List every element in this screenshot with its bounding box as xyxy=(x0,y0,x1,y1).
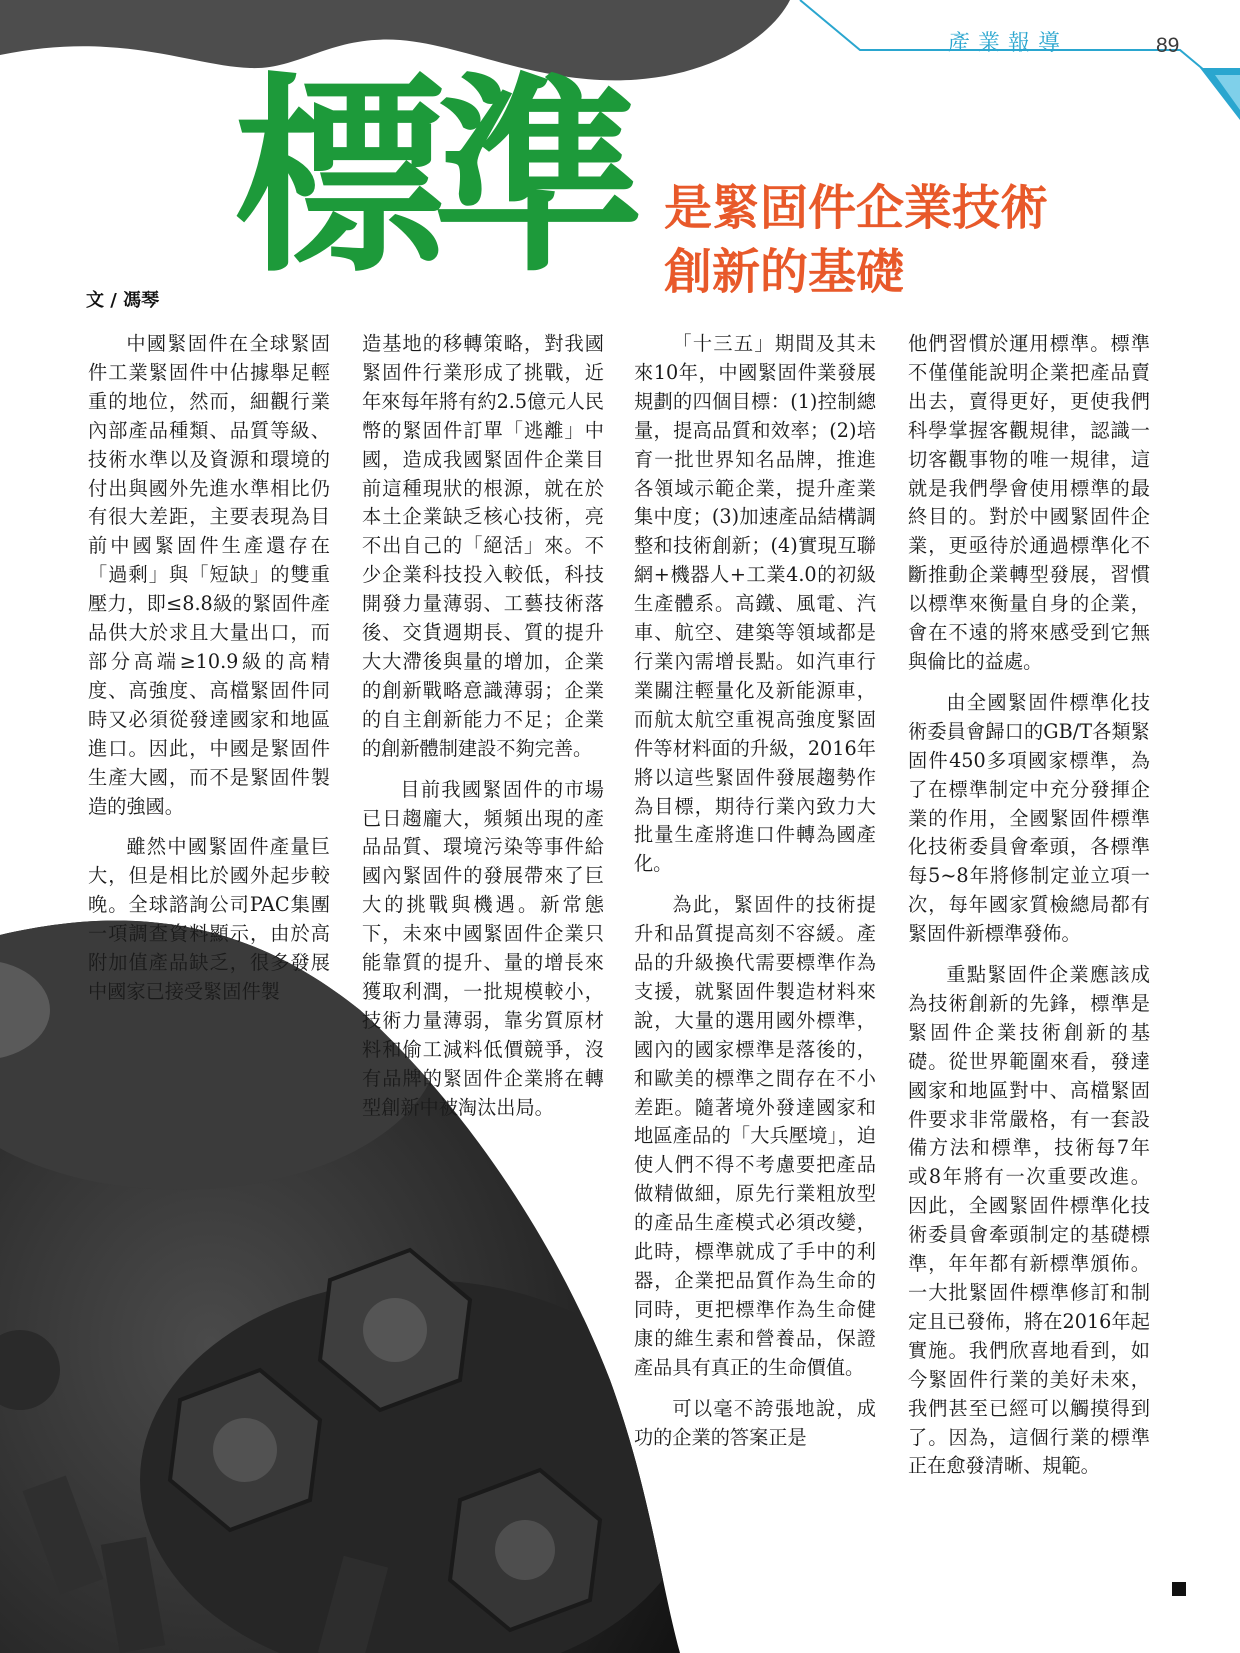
paragraph: 造基地的移轉策略，對我國緊固件行業形成了挑戰，近年來每年將有約2.5億元人民幣的緊固件訂單「逃離」中國，造成我國緊固件企業目前這種現狀的根源，就在於本土企業缺乏核心技術，亮不出自己的「絕活」來。不少企業科技投入較低，科技開發力量薄弱、工藝技術落後、交貨週期長、質的提升大大滯後與量的增加，企業的創新戰略意識薄弱；企業的自主創新能力不足；企業的創新體制建設不夠完善。 xyxy=(362,332,604,760)
paragraph: 雖然中國緊固件產量巨大，但是相比於國外起步較晚。全球諮詢公司PAC集團一項調查資料顯示，由於高附加值產品缺乏，很多發展中國家已接受緊固件製 xyxy=(88,835,330,1003)
text-column-1 xyxy=(88,330,330,1019)
paragraph: 為此，緊固件的技術提升和品質提高刻不容緩。產品的升級換代需要標準作為支援，就緊固件製造材料來說，大量的選用國外標準，國內的國家標準是落後的，和歐美的標準之間存在不小差距。隨著境外發達國家和地區產品的「大兵壓境」，迫使人們不得不考慮要把產品做精做細，原先行業粗放型的產品生產模式必須改變，此時，標準就成了手中的利器，企業把品質作為生命的同時，更把標準作為生命健康的維生素和營養品，保證產品具有真正的生命價值。 xyxy=(634,893,876,1379)
paragraph: 他們習慣於運用標準。標準不僅僅能說明企業把產品賣出去，賣得更好，更使我們科學掌握客觀規律，認識一切客觀事物的唯一規律，這就是我們學會使用標準的最終目的。對於中國緊固件企業，更亟待於通過標準化不斷推動企業轉型發展，習慣以標準來衡量自身的企業，會在不遠的將來感受到它無與倫比的益處。 xyxy=(908,332,1150,673)
article-title: 標準 xyxy=(234,54,630,301)
subtitle-line-2: 創新的基礎 xyxy=(664,244,905,300)
text-column-3 xyxy=(634,330,876,1464)
article-subtitle xyxy=(664,176,1048,304)
subtitle-line-1: 是緊固件企業技術 xyxy=(664,180,1049,236)
paragraph: 目前我國緊固件的市場已日趨龐大，頻頻出現的產品品質、環境污染等事件給國內緊固件的發展帶來了巨大的挑戰與機遇。新常態下，未來中國緊固件企業只能靠質的提升、量的增長來獲取利潤，一批規模較小，技術力量薄弱，靠劣質原材料和偷工減料低價競爭，沒有品牌的緊固件企業將在轉型創新中被淘汰出局。 xyxy=(362,777,604,1119)
end-of-article-mark xyxy=(1172,1582,1186,1596)
paragraph: 重點緊固件企業應該成為技術創新的先鋒，標準是緊固件企業技術創新的基礎。從世界範圍來看，發達國家和地區對中、高檔緊固件要求非常嚴格，有一套設備方法和標準，技術每7年或8年將有一次重要改進。因此，全國緊固件標準化技術委員會牽頭制定的基礎標準，年年都有新標準頒佈。一大批緊固件標準修訂和制定且已發佈，將在2016年起實施。我們欣喜地看到，如今緊固件行業的美好未來，我們甚至已經可以觸摸得到了。因為，這個行業的標準正在愈發清晰、規範。 xyxy=(908,963,1150,1478)
paragraph: 中國緊固件在全球緊固件工業緊固件中佔據舉足輕重的地位，然而，細觀行業內部產品種類、品質等級、技術水準以及資源和環境的付出與國外先進水準相比仍有很大差距，主要表現為目前中國緊固件生產還存在「過剩」與「短缺」的雙重壓力，即≤8.8級的緊固件產品供大於求且大量出口，而部分高端≥10.9級的高精度、高強度、高檔緊固件同時又必須從發達國家和地區進口。因此，中國是緊固件生產大國，而不是緊固件製造的強國。 xyxy=(88,332,330,818)
paragraph: 「十三五」期間及其未來10年，中國緊固件業發展規劃的四個目標：(1)控制總量，提高品質和效率；(2)培育一批世界知名品牌，推進各領域示範企業，提升產業集中度；(3)加速產品結構調整和技術創新；(4)實現互聯網+機器人+工業4.0的初級生產體系。高鐵、風電、汽車、航空、建築等領域都是行業內需增長點。如汽車行業關注輕量化及新能源車，而航太航空重視高強度緊固件等材料面的升級，2016年將以這些緊固件發展趨勢作為目標，期待行業內致力大批量生產將進口件轉為國產化。 xyxy=(634,332,876,876)
page-number: 89 xyxy=(1156,34,1180,57)
author-byline: 文 / 馮琴 xyxy=(86,290,160,311)
text-column-4 xyxy=(908,330,1150,1493)
section-label: 產業報導 xyxy=(948,31,1069,56)
paragraph: 可以毫不誇張地說，成功的企業的答案正是 xyxy=(634,1396,876,1449)
text-column-2 xyxy=(362,330,604,1134)
paragraph: 由全國緊固件標準化技術委員會歸口的GB/T各類緊固件450多項國家標準，為了在標準制定中充分發揮企業的作用，全國緊固件標準化技術委員會牽頭，各標準每5~8年將修制定並立項一次，每年國家質檢總局都有緊固件新標準發佈。 xyxy=(908,690,1150,946)
